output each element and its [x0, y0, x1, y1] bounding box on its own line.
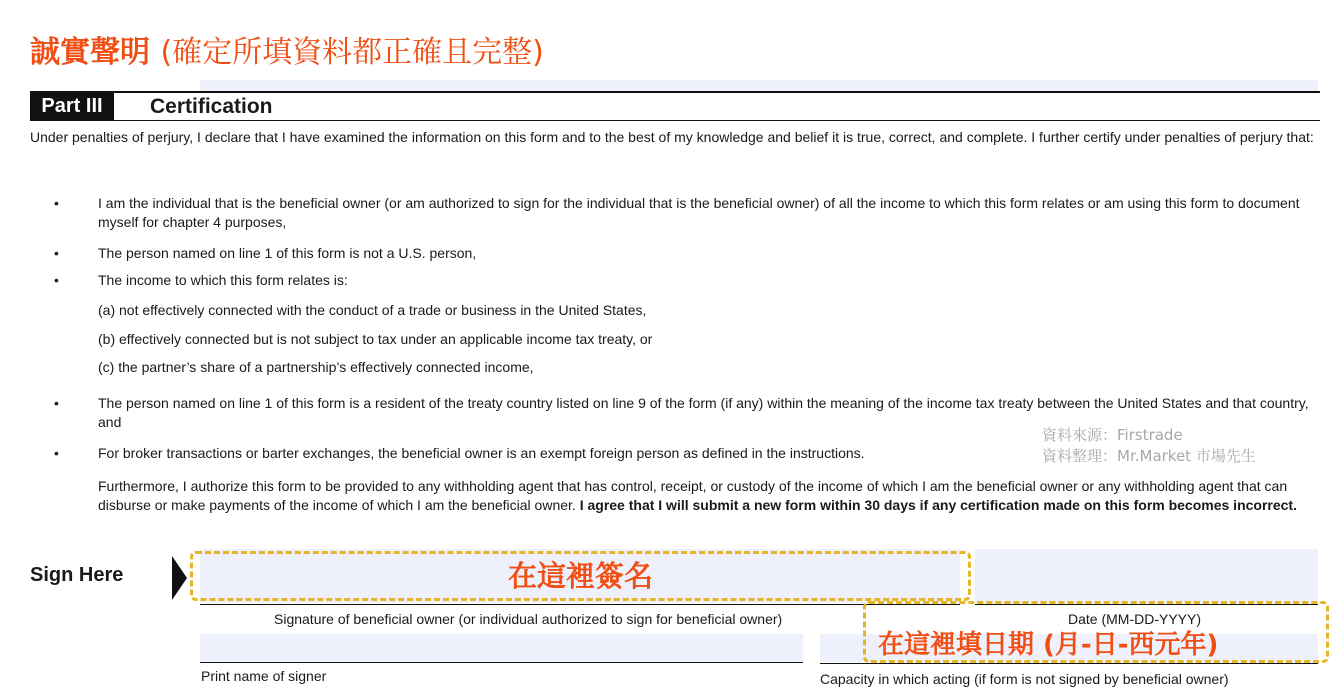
part-bottom-rule	[30, 120, 1320, 121]
part-title: Certification	[150, 95, 273, 118]
signature-caption: Signature of beneficial owner (or individual authorized to sign for beneficial owner)	[274, 611, 783, 627]
bullet-icon: •	[54, 195, 59, 211]
heading-main: 誠實聲明	[30, 35, 150, 70]
furthermore-text: Furthermore, I authorize this form to be provided to any withholding agent that has control, receipt, or custody of the income of which I am the beneficial owner or any withholding agent that can disburse or make payments of the income of which I am the beneficial owner.	[98, 478, 1288, 513]
bullet-icon: •	[54, 445, 59, 461]
subitem-a: (a) not effectively connected with the conduct of a trade or business in the United States,	[98, 302, 647, 318]
sign-here-label: Sign Here	[30, 564, 124, 586]
heading-sub: (確定所填資料都正確且完整)	[160, 35, 544, 70]
previous-field-shade	[200, 80, 1318, 91]
certification-item-beneficial-owner: I am the individual that is the beneficial owner (or am authorized to sign for the individual that is the beneficial owner) of all the income to which this form relates or am using this form to document myself for chapter 4 purposes,	[98, 195, 1300, 230]
certification-item-not-us-person: The person named on line 1 of this form is not a U.S. person,	[98, 245, 477, 261]
bullet-icon: •	[54, 272, 59, 288]
bullet-icon: •	[54, 245, 59, 261]
signature-line	[200, 604, 960, 605]
print-name-caption: Print name of signer	[201, 668, 327, 684]
watermark-source: 資料來源：Firstrade	[1042, 426, 1183, 444]
subitem-c: (c) the partner’s share of a partnership’s effectively connected income,	[98, 359, 534, 375]
intro-paragraph: Under penalties of perjury, I declare that I have examined the information on this form and to the best of my knowledge and belief it is true, correct, and complete. I further certify under penalties of perjury that:	[30, 129, 1314, 145]
print-name-field[interactable]	[200, 634, 803, 662]
certification-item-broker-transactions: For broker transactions or barter exchanges, the beneficial owner is an exempt foreign person as defined in the instructions.	[98, 445, 865, 461]
page-heading	[30, 27, 544, 71]
watermark-editor: 資料整理：Mr.Market 市場先生	[1042, 447, 1256, 465]
furthermore-paragraph	[98, 477, 1323, 515]
capacity-line	[820, 663, 1318, 664]
date-caption: Date (MM-DD-YYYY)	[1068, 611, 1202, 627]
date-field[interactable]	[975, 549, 1318, 603]
capacity-caption: Capacity in which acting (if form is not signed by beneficial owner)	[820, 671, 1229, 687]
part-badge: Part III	[30, 93, 114, 120]
print-name-line	[200, 662, 803, 663]
certification-item-income-relates: The income to which this form relates is:	[98, 272, 348, 288]
section-top-rule	[30, 91, 1320, 93]
furthermore-bold-text: I agree that I will submit a new form within 30 days if any certification made on this form becomes incorrect.	[579, 497, 1297, 513]
subitem-b: (b) effectively connected but is not subject to tax under an applicable income tax treaty, or	[98, 331, 653, 347]
certification-item-treaty-resident: The person named on line 1 of this form is a resident of the treaty country listed on line 9 of the form (if any) within the meaning of the income tax treaty between the United States and that country, and	[98, 395, 1309, 430]
signature-hint: 在這裡簽名	[507, 559, 653, 593]
date-hint: 在這裡填日期 (月-日-西元年)	[878, 630, 1219, 660]
bullet-icon: •	[54, 395, 59, 411]
sign-here-arrow-icon	[172, 556, 187, 600]
